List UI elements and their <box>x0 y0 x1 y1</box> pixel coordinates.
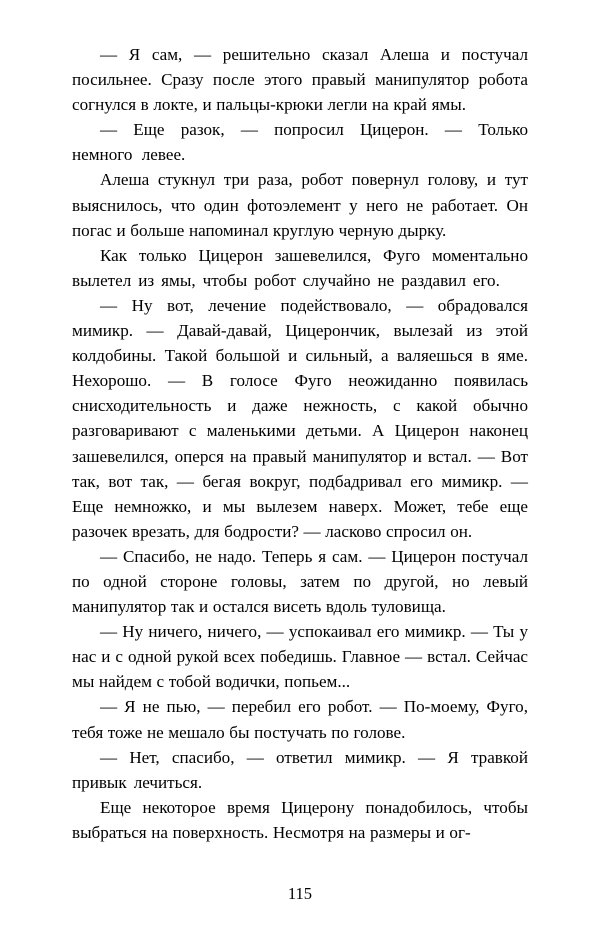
paragraph: Как только Цицерон зашевелился, Фуго моментально вылетел из ямы, чтобы робот случайно не раздавил его. <box>72 245 528 290</box>
paragraph: Алеша стукнул три раза, робот повернул голову, и тут выяснилось, что один фотоэлемент у него не работает. Он погас и больше напоминал круглую черную дырку. <box>72 170 528 240</box>
paragraph: — Ну ничего, ничего, — успокаивал его мимикр. — Ты у нас и с одной рукой всех победишь. Главное — встал. Сейчас мы найдем с тобой водички, попьем... <box>72 622 528 692</box>
paragraph: Еще некоторое время Цицерону понадобилось, чтобы выбраться на поверхность. Несмотря на размеры и ог- <box>72 797 528 842</box>
text-column <box>72 42 528 845</box>
paragraph: — Нет, спасибо, — ответил мимикр. — Я травкой привык лечиться. <box>72 747 528 792</box>
page-number: 115 <box>287 884 313 903</box>
paragraph: — Я не пью, — перебил его робот. — По-моему, Фуго, тебя тоже не мешало бы постучать по голове. <box>72 697 528 742</box>
paragraph: — Я сам, — решительно сказал Алеша и постучал посильнее. Сразу после этого правый манипулятор робота согнулся в локте, и пальцы-крюки легли на край ямы. <box>72 45 528 115</box>
paragraph: — Ну вот, лечение подействовало, — обрадовался мимикр. — Давай-давай, Цицерончик, вылезай из этой колдобины. Такой большой и сильный, а валяешься в яме. Нехорошо. — В голосе Фуго неожиданно появилась снисходительность и даже нежность, с какой обычно разговаривают с маленькими детьми. А Цицерон наконец зашевелился, оперся на правый манипулятор и встал. — Вот так, вот так, — бегая вокруг, подбадривал его мимикр. — Еще немножко, и мы вылезем наверх. Может, тебе еще разочек врезать, для бодрости? — ласково спросил он. <box>72 295 528 541</box>
paragraph: — Еще разок, — попросил Цицерон. — Только немного левее. <box>72 120 528 165</box>
paragraph: — Спасибо, не надо. Теперь я сам. — Цицерон постучал по одной стороне головы, затем по другой, но левый манипулятор так и остался висеть вдоль туловища. <box>72 546 528 617</box>
